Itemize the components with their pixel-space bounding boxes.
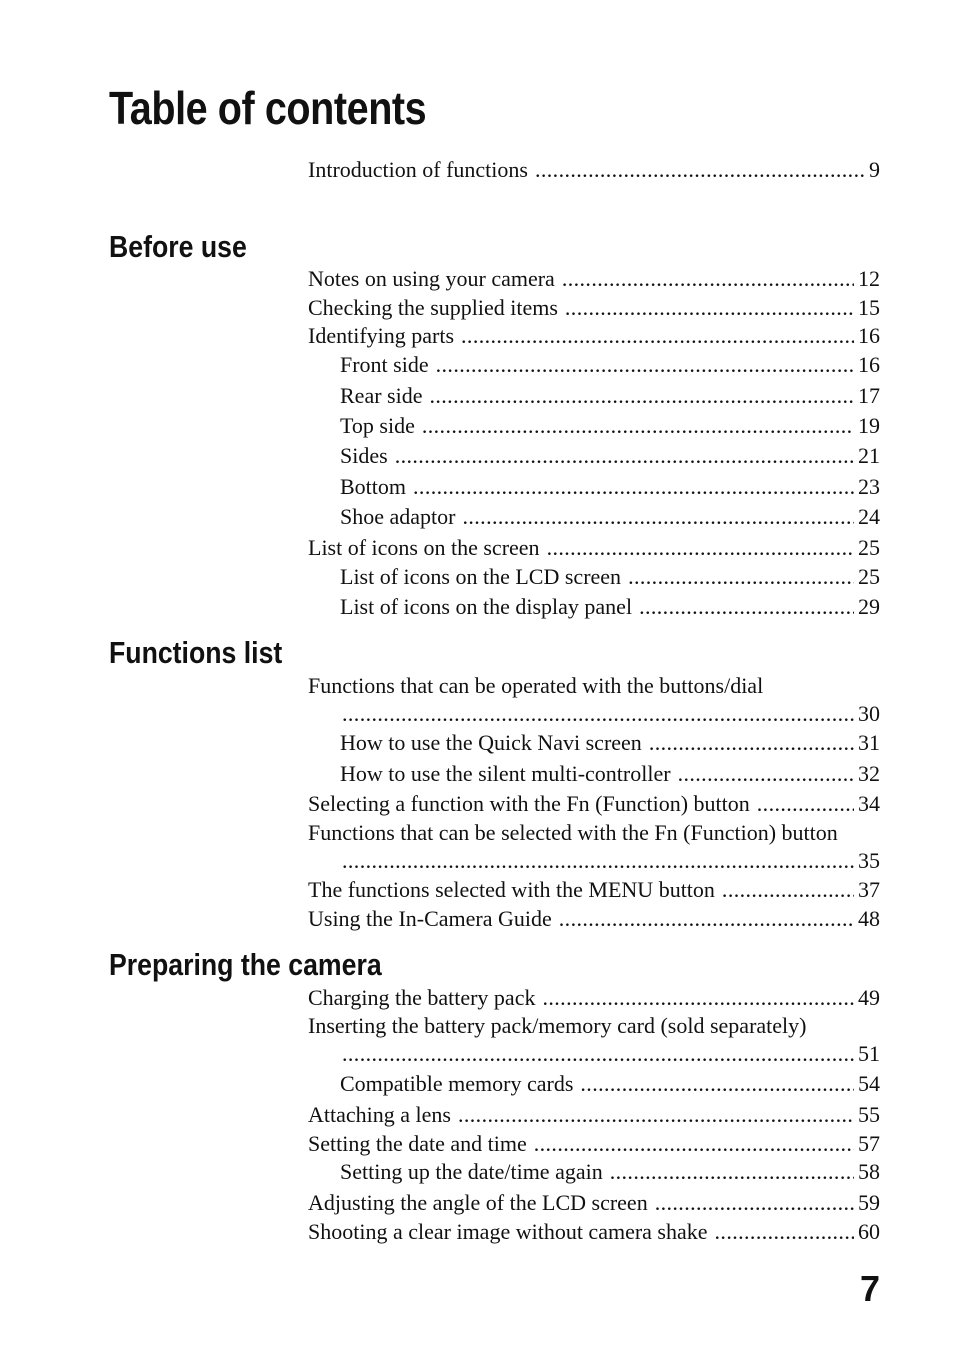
dot-leader [628,564,854,590]
toc-subentry [340,352,880,378]
toc-entry [308,1190,880,1216]
dot-leader [580,1071,854,1097]
toc-entry-text: Using the In-Camera Guide [308,906,552,931]
toc-entry [308,295,880,321]
toc-entry-text: List of icons on the LCD screen [340,564,622,589]
toc-entry [308,1102,880,1128]
dot-leader [395,443,854,469]
toc-entry-page: 25 [858,535,880,560]
toc-entry-page: 29 [858,594,880,619]
dot-leader [342,1041,854,1067]
section-heading-before-use: Before use [109,229,247,264]
toc-entry-text: Selecting a function with the Fn (Function) button [308,791,750,816]
toc-entry-text: How to use the silent multi-controller [340,761,671,786]
toc-entry [308,985,880,1011]
toc-entry [308,820,880,874]
toc-entry-page: 16 [858,323,880,348]
toc-entry-page: 16 [858,352,880,377]
toc-entry-text: Functions that can be operated with the buttons/dial [308,673,764,698]
toc-subentry [340,594,880,620]
toc-entry-text: Front side [340,352,429,377]
toc-entry-text: Top side [340,413,415,438]
toc-entry-text: Rear side [340,383,423,408]
toc-entry-page: 32 [858,761,880,786]
toc-entry-text: Shooting a clear image without camera shake [308,1219,708,1244]
dot-leader [678,761,854,787]
toc-entry-page: 15 [858,295,880,320]
page-title: Table of contents [109,82,427,134]
toc-entry [308,791,880,817]
toc-entry-page: 37 [858,877,880,902]
toc-entry-text: List of icons on the display panel [340,594,633,619]
toc-entry-page: 51 [858,1041,880,1066]
dot-leader [562,266,854,292]
toc-entry-text: List of icons on the screen [308,535,540,560]
dot-leader [722,877,854,903]
toc-entry-page: 49 [858,985,880,1010]
toc-entry [308,1131,880,1157]
dot-leader [655,1190,854,1216]
dot-leader [429,383,854,409]
toc-entry-page: 59 [858,1190,880,1215]
toc-entry-page: 31 [858,730,880,755]
toc-entry-page: 25 [858,564,880,589]
toc-entry-page: 58 [858,1159,880,1184]
dot-leader [565,295,854,321]
toc-entry-text: Checking the supplied items [308,295,558,320]
toc-entry [308,323,880,349]
dot-leader [649,730,854,756]
dot-leader [461,323,854,349]
dot-leader [422,413,854,439]
toc-entry-text: Sides [340,443,388,468]
toc-entry [308,535,880,561]
toc-entry-page: 24 [858,504,880,529]
dot-leader [547,535,854,561]
toc-entry-page: 60 [858,1219,880,1244]
toc-entry-text: Introduction of functions [308,157,528,182]
dot-leader [559,906,854,932]
section-heading-functions-list: Functions list [109,635,283,670]
toc-entry [308,266,880,292]
dot-leader [534,1131,854,1157]
toc-subentry [340,761,880,787]
dot-leader [458,1102,854,1128]
toc-entry-text: Inserting the battery pack/memory card (sold separately) [308,1013,807,1038]
toc-entry-text: Setting the date and time [308,1131,527,1156]
dot-leader [535,157,865,183]
toc-entry-page: 48 [858,906,880,931]
toc-entry-page: 19 [858,413,880,438]
toc-subentry [340,1071,880,1097]
dot-leader [342,848,854,874]
toc-subentry [340,443,880,469]
toc-entry-page: 23 [858,474,880,499]
toc-subentry [340,474,880,500]
toc-subentry [340,413,880,439]
dot-leader [413,474,854,500]
toc-entry-page: 12 [858,266,880,291]
toc-entry-page: 21 [858,443,880,468]
toc-entry-page: 17 [858,383,880,408]
toc-entry [308,1013,880,1067]
toc-subentry [340,1159,880,1185]
dot-leader [757,791,854,817]
toc-entry-text: Notes on using your camera [308,266,555,291]
dot-leader [715,1219,854,1245]
toc-entry-text: Attaching a lens [308,1102,451,1127]
dot-leader [610,1159,854,1185]
toc-entry-text: Functions that can be selected with the Fn (Function) button [308,820,838,845]
toc-entry-text: Compatible memory cards [340,1071,574,1096]
toc-entry [308,157,880,183]
toc-entry-page: 35 [858,848,880,873]
toc-entry [308,877,880,903]
toc-subentry [340,383,880,409]
toc-entry-text: Setting up the date/time again [340,1159,603,1184]
toc-entry-text: Adjusting the angle of the LCD screen [308,1190,648,1215]
toc-subentry [340,564,880,590]
toc-entry-page: 54 [858,1071,880,1096]
dot-leader [542,985,854,1011]
section-heading-preparing-the-camera: Preparing the camera [109,947,382,982]
toc-entry-page: 30 [858,701,880,726]
dot-leader [342,701,854,727]
dot-leader [639,594,854,620]
toc-entry-page: 34 [858,791,880,816]
toc-entry-text: Charging the battery pack [308,985,536,1010]
dot-leader [436,352,854,378]
toc-entry-text: Shoe adaptor [340,504,456,529]
toc-entry-page: 9 [869,157,880,182]
toc-entry-text: The functions selected with the MENU button [308,877,715,902]
toc-entry [308,1219,880,1245]
toc-entry-page: 57 [858,1131,880,1156]
toc-entry-text: Bottom [340,474,407,499]
toc-entry-text: How to use the Quick Navi screen [340,730,642,755]
toc-entry-page: 55 [858,1102,880,1127]
page-number: 7 [859,1268,880,1309]
toc-subentry [340,730,880,756]
toc-entry [308,906,880,932]
toc-entry-text: Identifying parts [308,323,455,348]
toc-entry [308,673,880,727]
toc-subentry [340,504,880,530]
dot-leader [462,504,854,530]
